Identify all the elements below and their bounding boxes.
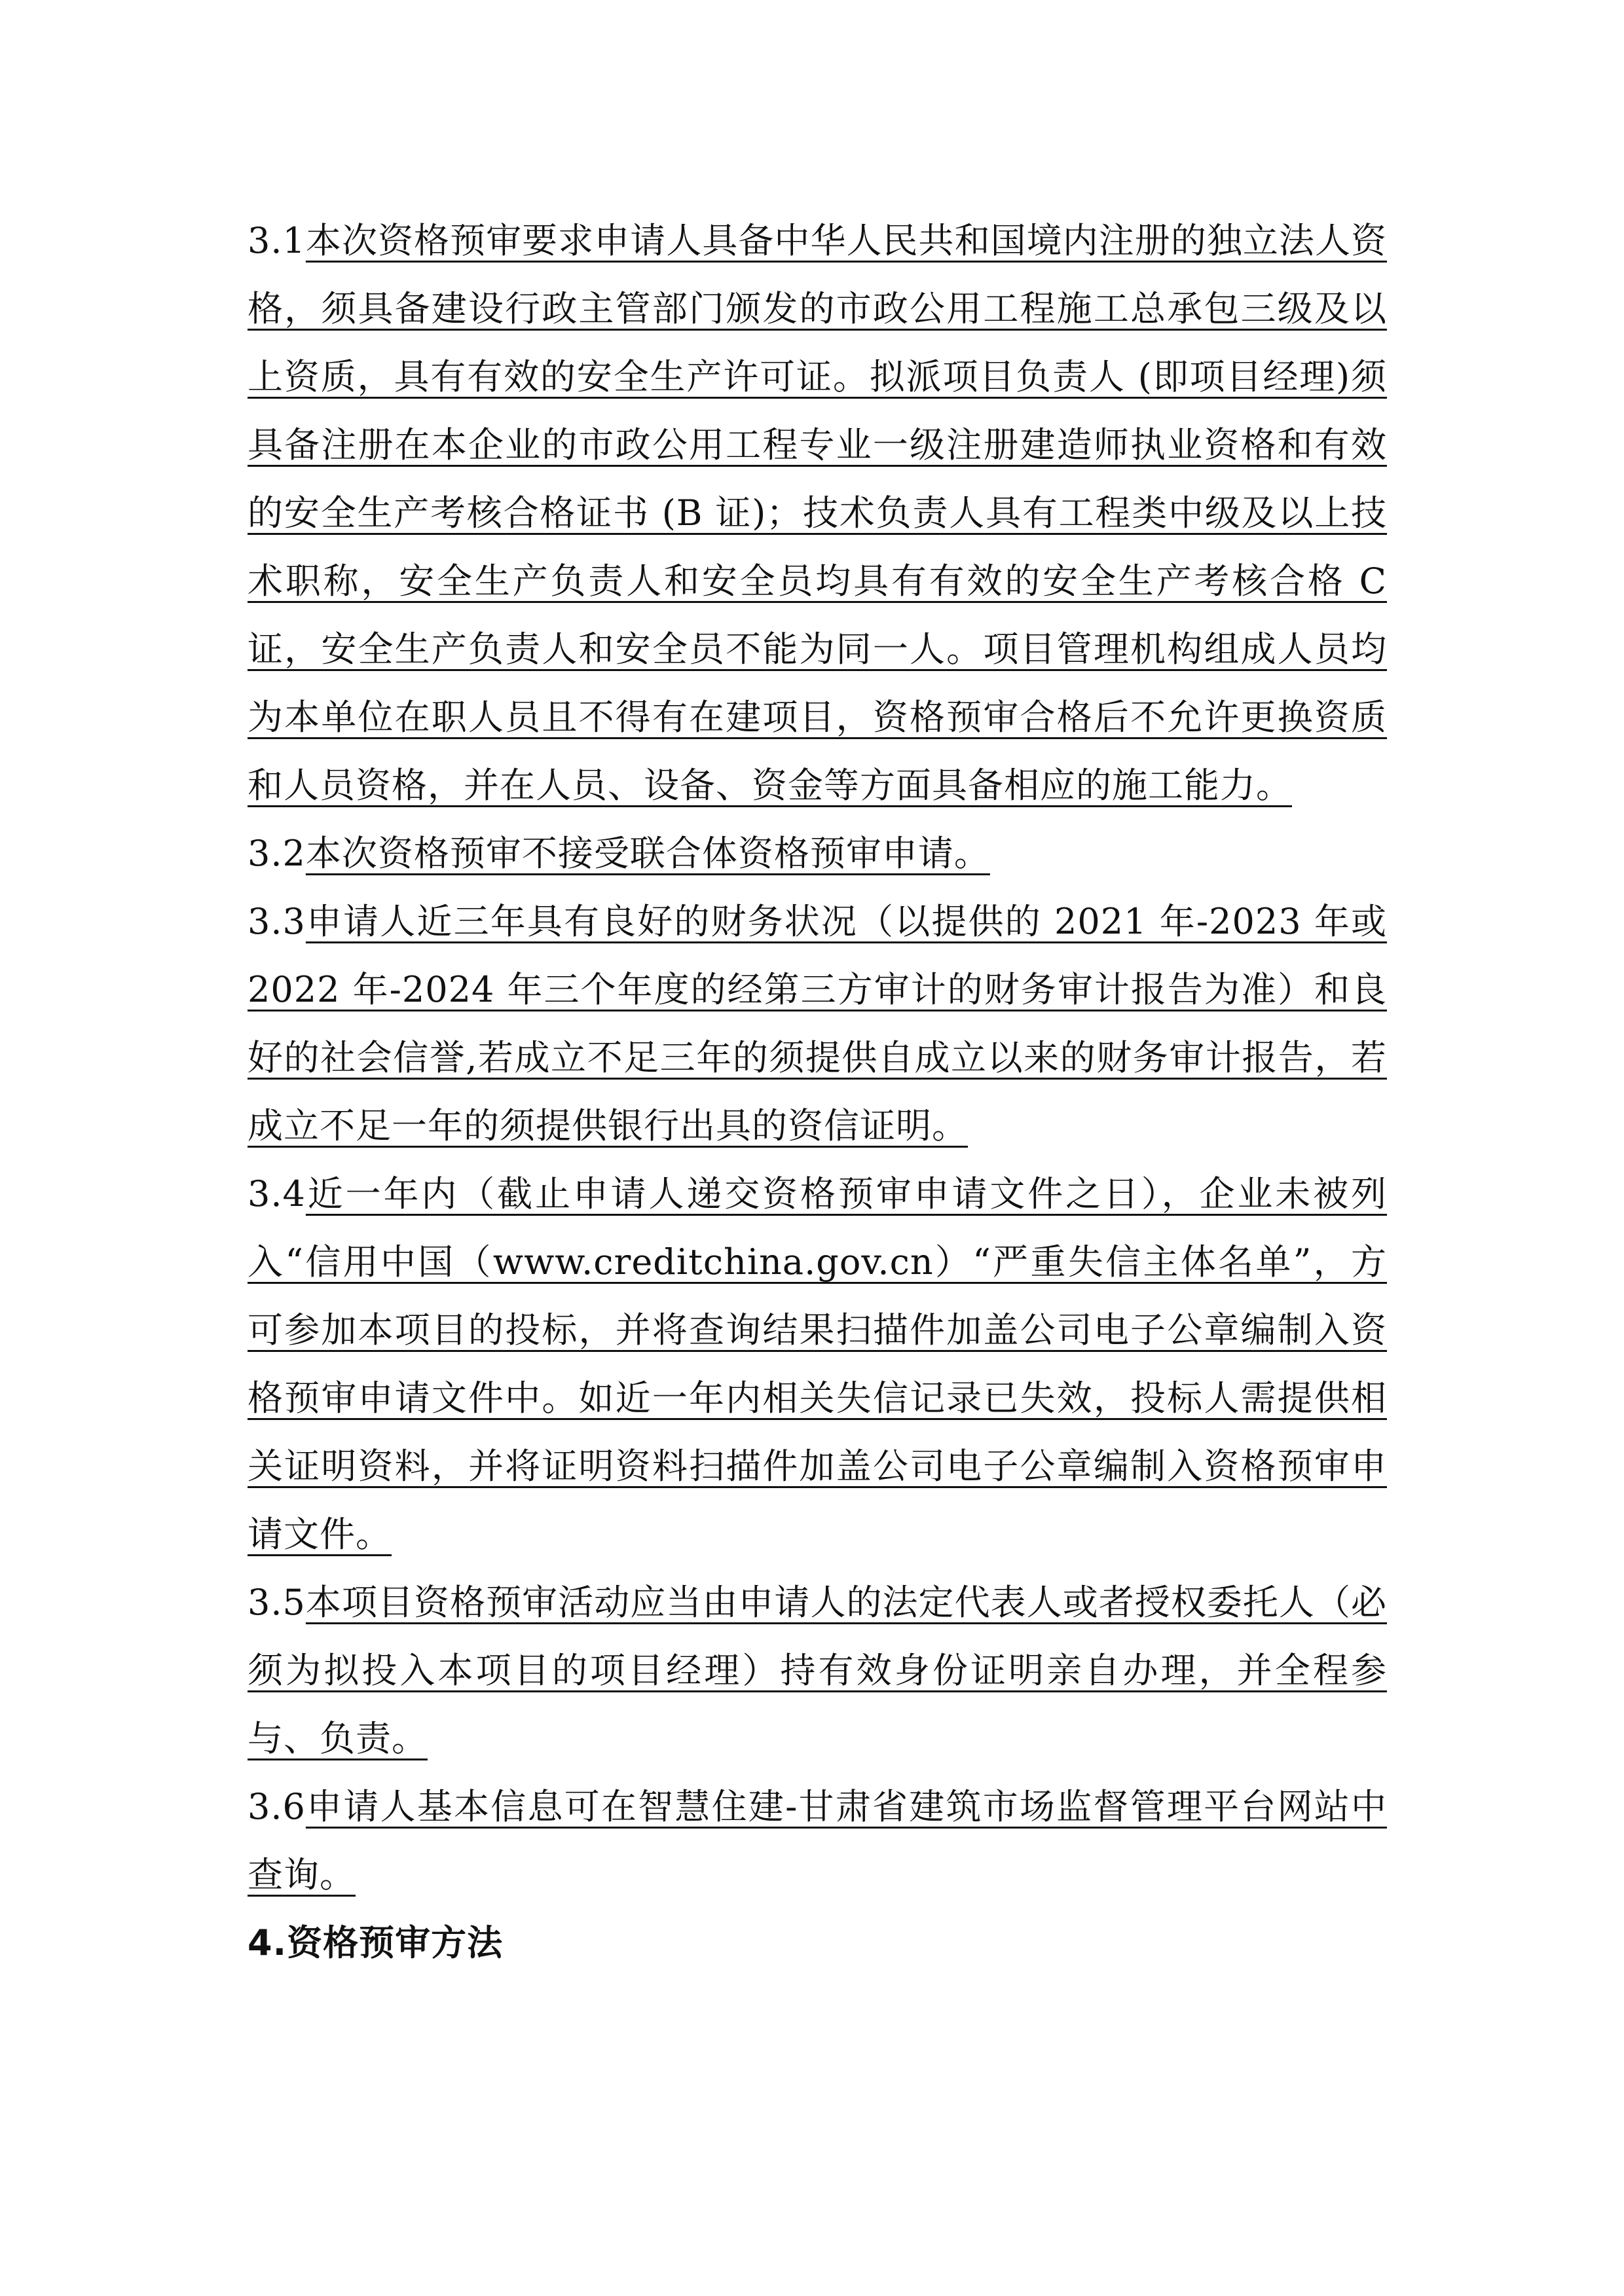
section-text: 本项目资格预审活动应当由申请人的法定代表人或者授权委托人（必须为拟投入本项目的项目经理）持有效身份证明亲自办理，并全程参与、负责。 (248, 1582, 1387, 1759)
section-text: 近一年内（截止申请人递交资格预审申请文件之日），企业未被列入“信用中国（www.creditchina.gov.cn）“严重失信主体名单”，方可参加本项目的投标，并将查询结果扫描件加盖公司电子公章编制入资格预审申请文件中。如近一年内相关失信记录已失效，投标人需提供相关证明资料，并将证明资料扫描件加盖公司电子公章编制入资格预审申请文件。 (248, 1173, 1387, 1555)
section-3-4 (248, 1160, 1387, 1569)
section-3-1 (248, 207, 1387, 820)
section-number: 3.1 (248, 220, 306, 261)
section-text: 申请人近三年具有良好的财务状况（以提供的 2021 年-2023 年或 2022 年-2024 年三个年度的经第三方审计的财务审计报告为准）和良好的社会信誉,若成立不足三年的须提供自成立以来的财务审计报告，若成立不足一年的须提供银行出具的资信证明。 (248, 901, 1387, 1146)
section-text: 申请人基本信息可在智慧住建-甘肃省建筑市场监督管理平台网站中查询。 (248, 1786, 1387, 1895)
section-3-3 (248, 888, 1387, 1160)
section-3-5 (248, 1569, 1387, 1773)
document-body (248, 207, 1387, 1977)
section-3-2 (248, 820, 1387, 888)
section-number: 3.6 (248, 1786, 306, 1827)
section-heading: 4.资格预审方法 (248, 1922, 504, 1963)
section-number: 3.3 (248, 901, 306, 942)
section-text: 本次资格预审要求申请人具备中华人民共和国境内注册的独立法人资格，须具备建设行政主管部门颁发的市政公用工程施工总承包三级及以上资质，具有有效的安全生产许可证。拟派项目负责人 (即项目经理)须具备注册在本企业的市政公用工程专业一级注册建造师执业资格和有效的安全生产考核合格证书 (B 证)；技术负责人具有工程类中级及以上技术职称，安全生产负责人和安全员均具有有效的安全生产考核合格 C 证，安全生产负责人和安全员不能为同一人。项目管理机构组成人员均为本单位在职人员且不得有在建项目，资格预审合格后不允许更换资质和人员资格，并在人员、设备、资金等方面具备相应的施工能力。 (248, 220, 1387, 806)
section-3-6 (248, 1773, 1387, 1909)
section-number: 3.4 (248, 1173, 306, 1214)
section-text: 本次资格预审不接受联合体资格预审申请。 (305, 833, 990, 874)
section-number: 3.2 (248, 833, 306, 874)
section-number: 3.5 (248, 1582, 306, 1623)
